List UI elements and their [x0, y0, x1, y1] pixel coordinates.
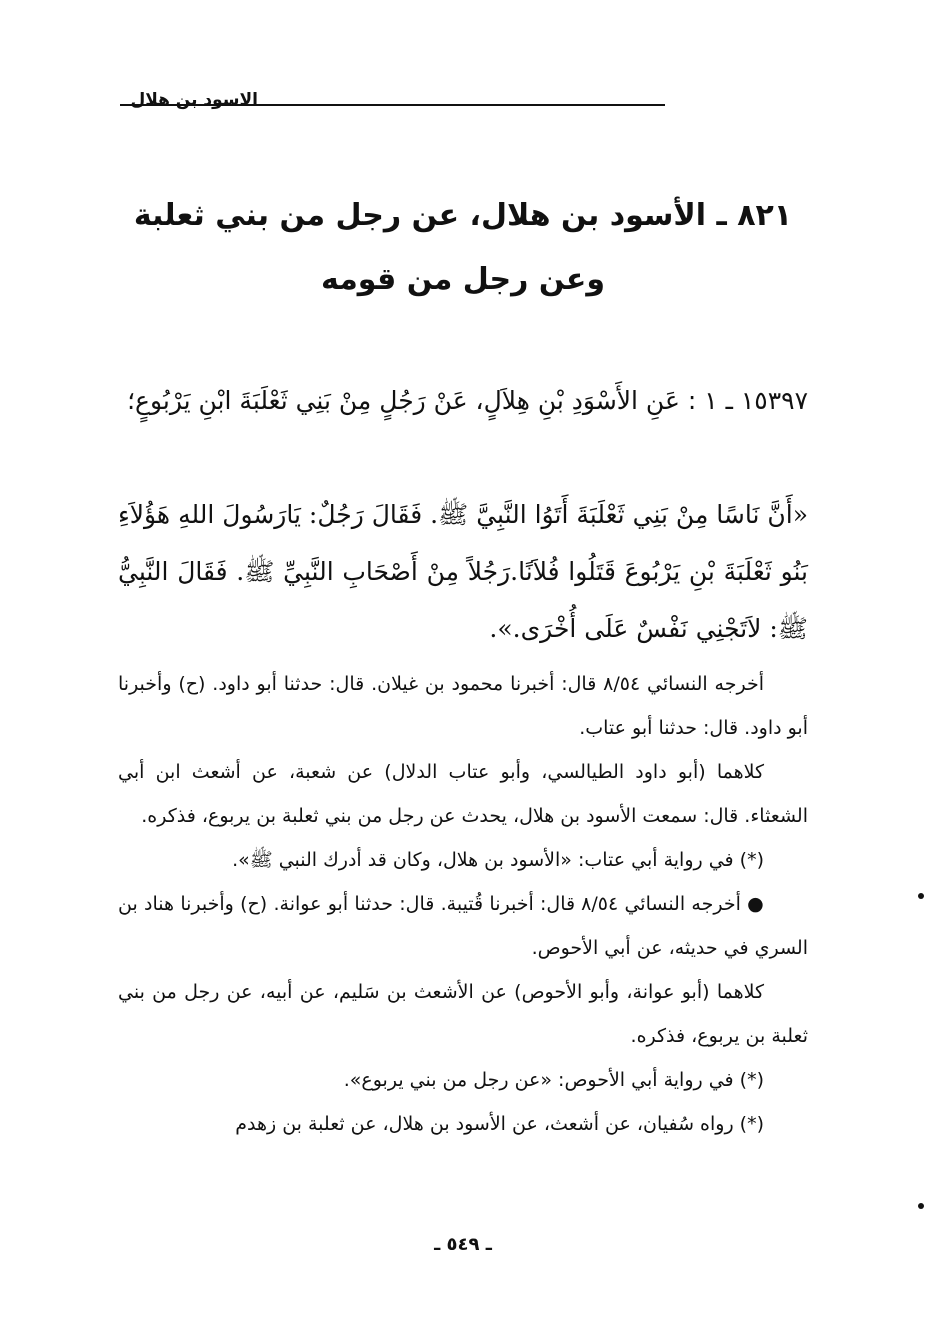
- running-head: [120, 88, 806, 118]
- note-paragraph: أخرجه النسائي ٨/٥٤ قال: أخبرنا محمود بن غيلان. قال: حدثنا أبو داود. (ح) وأخبرنا أبو داود. قال: حدثنا أبو عتاب.: [118, 673, 808, 739]
- hadith-number: ١٥٣٩٧ ـ ١ :: [687, 386, 808, 415]
- chapter-title-line-1: ٨٢١ ـ الأسود بن هلال، عن رجل من بني ثعلبة: [133, 198, 793, 233]
- note-paragraph: كلاهما (أبو داود الطيالسي، وأبو عتاب الدلال) عن شعبة، عن أشعث ابن أبي الشعثاء. قال: سمعت الأسود بن هلال، يحدث عن رجل من بني ثعلبة بن يربوع، فذكره.: [118, 761, 808, 827]
- margin-dot: [918, 893, 924, 899]
- hadith-matn: «أَنَّ نَاسًا مِنْ بَنِي ثَعْلَبَةَ أَتَوُا النَّبِيَّ ﷺ. فَقَالَ رَجُلٌ: يَارَسُولَ اللهِ هَؤُلاَءِ بَنُو ثَعْلَبَةَ بْنِ يَرْبُوعَ قَتَلُوا فُلاَنًا.رَجُلاً مِنْ أَصْحَابِ النَّبِيِّ ﷺ. فَقَالَ النَّبِيُّ ﷺ: لاَتَجْنِي نَفْسٌ عَلَى أُخْرَى.».: [118, 500, 808, 643]
- note-paragraph: كلاهما (أبو عوانة، وأبو الأحوص) عن الأشعث بن سَليم، عن أبيه، عن رجل من بني ثعلبة بن يربوع، فذكره.: [118, 981, 808, 1047]
- note-paragraph: (*) رواه سُفيان، عن أشعث، عن الأسود بن هلال، عن ثعلبة بن زهدم: [235, 1113, 764, 1135]
- chapter-title-line-2: وعن رجل من قومه: [321, 262, 605, 297]
- takhrij-notes: [118, 662, 808, 1146]
- page-number: ـ ٥٤٩ ـ: [434, 1234, 492, 1255]
- running-head-rule: [120, 104, 665, 106]
- running-head-title: الاسود بن هلال: [130, 90, 258, 110]
- note-paragraph: (*) في رواية أبي الأحوص: «عن رجل من بني يربوع».: [343, 1069, 764, 1091]
- note-paragraph: ● أخرجه النسائي ٨/٥٤ قال: أخبرنا قُتيبة. قال: حدثنا أبو عوانة. (ح) وأخبرنا هناد بن السري في حديثه، عن أبي الأحوص.: [118, 893, 808, 959]
- note-paragraph: (*) في رواية أبي عتاب: «الأسود بن هلال، وكان قد أدرك النبي ﷺ».: [232, 849, 764, 871]
- hadith-isnad: عَنِ الأَسْوَدِ بْنِ هِلاَلٍ، عَنْ رَجُلٍ مِنْ بَنِي ثَعْلَبَةَ ابْنِ يَرْبُوعٍ؛: [127, 386, 680, 415]
- hadith-isnad-block: [118, 372, 808, 429]
- margin-dot: [918, 1203, 924, 1209]
